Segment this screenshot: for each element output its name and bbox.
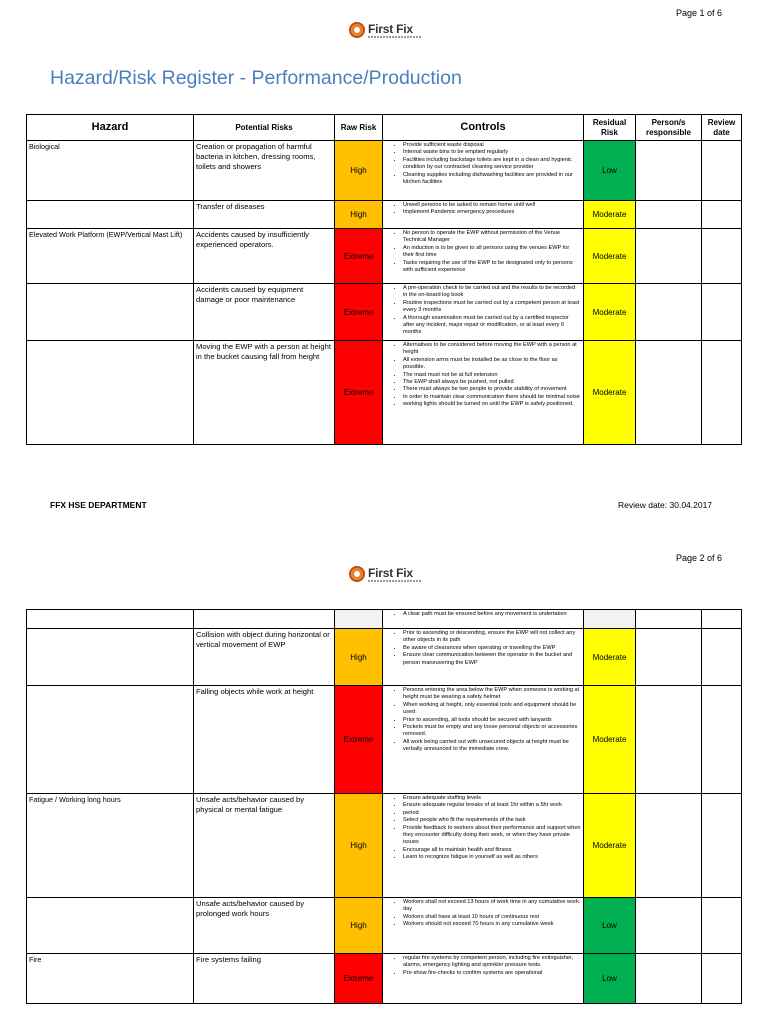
control-item: • Prior to ascending, all tools should be secured with lanyards (403, 717, 581, 724)
controls-cell (383, 284, 584, 341)
control-item: • Unwell persons to be asked to remain home until well (403, 202, 581, 209)
responsible-cell (636, 954, 702, 1004)
hazard-cell (27, 629, 194, 686)
control-item: • Workers shall have at least 10 hours of continuous rest (403, 914, 581, 921)
footer-review-date: Review date: 30.04.2017 (618, 500, 713, 510)
control-item: • Learn to recognize fatigue in yourself as well as others (403, 854, 581, 861)
review-date-cell (702, 629, 742, 686)
logo-tagline (368, 36, 422, 38)
brand-logo (349, 22, 422, 38)
raw-risk-cell: High (335, 629, 383, 686)
review-date-cell (702, 284, 742, 341)
potential-risk-cell: Moving the EWP with a person at height in the bucket causing fall from height (194, 341, 335, 445)
table-row (27, 686, 742, 794)
review-date-cell (702, 341, 742, 445)
responsible-cell (636, 141, 702, 201)
control-item: • Provide sufficient waste disposal (403, 142, 581, 149)
responsible-cell (636, 629, 702, 686)
review-date-cell (702, 229, 742, 284)
controls-cell (383, 686, 584, 794)
header-residual-risk: Residual Risk (584, 115, 636, 141)
potential-risk-cell: Unsafe acts/behavior caused by prolonged work hours (194, 898, 335, 954)
potential-risk-cell: Creation or propagation of harmful bacteria in kitchen, dressing rooms, toilets and showers (194, 141, 335, 201)
hazard-cell: Fatigue / Working long hours (27, 794, 194, 898)
control-item: • Cleaning supplies including dishwashing facilities are provided in our kitchen facilities (403, 172, 581, 187)
review-date-cell (702, 794, 742, 898)
control-item: • period (403, 810, 581, 817)
logo-tagline (368, 580, 422, 582)
control-item: • Facilities including backstage toilets are kept in a clean and hygienic condition by our contracted cleaning service provider (403, 157, 581, 172)
review-date-cell (702, 610, 742, 629)
controls-list (385, 795, 581, 861)
table-row (27, 284, 742, 341)
potential-risk-cell: Fire systems failing (194, 954, 335, 1004)
controls-list (385, 899, 581, 929)
potential-risk-cell: Collision with object during horizontal or vertical movement of EWP (194, 629, 335, 686)
control-item: • Internal waste bins to be emptied regularly (403, 149, 581, 156)
responsible-cell (636, 201, 702, 229)
header-controls: Controls (383, 115, 584, 141)
control-item: • A thorough examination must be carried out by a certified inspector after any incident, major repair or modification, or at least every 6 months (403, 315, 581, 337)
control-item: • Ensure clear communication between the operator in the bucket and person maneuvering the EWP (403, 652, 581, 667)
responsible-cell (636, 229, 702, 284)
control-item: • Tasks requiring the use of the EWP to be designated only to persons with sufficient experience (403, 260, 581, 275)
control-item: • Ensure adequate regular breaks of at least 1hr within a 5hr work (403, 802, 581, 809)
page-title: Hazard/Risk Register - Performance/Production (50, 67, 462, 89)
raw-risk-cell: Extreme (335, 686, 383, 794)
residual-risk-cell: Low (584, 954, 636, 1004)
control-item: • working lights should be turned on until the EWP is safely positioned. (403, 401, 581, 408)
table-row (27, 141, 742, 201)
residual-risk-cell: Moderate (584, 794, 636, 898)
control-item: • All work being carried out with unsecured objects at height must be verbally announced to the immediate crew. (403, 739, 581, 754)
potential-risk-cell (194, 610, 335, 629)
risk-register-table-2 (26, 609, 742, 1004)
controls-cell (383, 898, 584, 954)
controls-list (385, 342, 581, 408)
header-potential-risks: Potential Risks (194, 115, 335, 141)
hazard-cell: Fire (27, 954, 194, 1004)
controls-list (385, 202, 581, 217)
potential-risk-cell: Unsafe acts/behavior caused by physical or mental fatigue (194, 794, 335, 898)
control-item: • Be aware of clearances when operating or travelling the EWP (403, 645, 581, 652)
controls-cell (383, 610, 584, 629)
review-date-cell (702, 141, 742, 201)
residual-risk-cell: Low (584, 898, 636, 954)
controls-cell (383, 954, 584, 1004)
raw-risk-cell: Extreme (335, 284, 383, 341)
control-item: • The EWP shall always be pushed, not pulled (403, 379, 581, 386)
responsible-cell (636, 794, 702, 898)
raw-risk-cell: High (335, 141, 383, 201)
control-item: • There must always be two people to provide stability of movement (403, 386, 581, 393)
table-header-row (27, 115, 742, 141)
control-item: • Routine inspections must be carried out by a competent person at least every 3 months (403, 300, 581, 315)
table-row (27, 201, 742, 229)
controls-cell (383, 629, 584, 686)
control-item: • A pre-operation check to be carried out and the results to be recorded in the on-board log book (403, 285, 581, 300)
hazard-cell: Biological (27, 141, 194, 201)
hazard-cell (27, 341, 194, 445)
responsible-cell (636, 610, 702, 629)
residual-risk-cell: Moderate (584, 341, 636, 445)
control-item: • Implement Pandemic emergency procedures (403, 209, 581, 216)
controls-cell (383, 229, 584, 284)
control-item: • No person to operate the EWP without permission of the Venue Technical Manager (403, 230, 581, 245)
header-review-date: Review date (702, 115, 742, 141)
residual-risk-cell (584, 610, 636, 629)
brand-logo-2 (349, 566, 422, 582)
hazard-cell (27, 610, 194, 629)
table-row (27, 341, 742, 445)
footer-department: FFX HSE DEPARTMENT (50, 500, 147, 510)
table-row (27, 898, 742, 954)
residual-risk-cell: Moderate (584, 229, 636, 284)
raw-risk-cell: High (335, 201, 383, 229)
control-item: • Workers shall not exceed 13 hours of work time in any cumulative work day (403, 899, 581, 914)
residual-risk-cell: Moderate (584, 201, 636, 229)
control-item: • When working at height, only essential tools and equipment should be used (403, 702, 581, 717)
control-item: • Alternatives to be considered before moving the EWP with a person at height (403, 342, 581, 357)
table-row (27, 954, 742, 1004)
logo-text: First Fix (368, 21, 413, 36)
page-number: Page 1 of 6 (676, 8, 723, 18)
hazard-cell (27, 201, 194, 229)
residual-risk-cell: Moderate (584, 284, 636, 341)
control-item: • An induction is to be given to all persons using the venues EWP for their first time (403, 245, 581, 260)
header-hazard: Hazard (27, 115, 194, 141)
table-row (27, 629, 742, 686)
control-item: • Select people who fit the requirements of the task (403, 817, 581, 824)
control-item: • All extension arms must be installed be as close to the floor as possible. (403, 357, 581, 372)
header-responsible: Person/s responsible (636, 115, 702, 141)
control-item: • Pre-show fire-checks to confirm systems are operational (403, 970, 581, 977)
raw-risk-cell: Extreme (335, 341, 383, 445)
raw-risk-cell: Extreme (335, 954, 383, 1004)
raw-risk-cell: High (335, 794, 383, 898)
review-date-cell (702, 954, 742, 1004)
hazard-cell: Elevated Work Platform (EWP/Vertical Mast Lift) (27, 229, 194, 284)
review-date-cell (702, 686, 742, 794)
residual-risk-cell: Low (584, 141, 636, 201)
control-item: • Persons entering the area below the EWP when someone is working at height must be wearing a safety helmet (403, 687, 581, 702)
control-item: • The mast must not be at full extension (403, 372, 581, 379)
controls-cell (383, 341, 584, 445)
potential-risk-cell: Accidents caused by insufficiently experienced operators. (194, 229, 335, 284)
controls-list (385, 687, 581, 753)
controls-cell (383, 141, 584, 201)
review-date-cell (702, 898, 742, 954)
control-item: • Workers should not exceed 70 hours in any cumulative week (403, 921, 581, 928)
controls-list (385, 142, 581, 186)
potential-risk-cell: Accidents caused by equipment damage or poor maintenance (194, 284, 335, 341)
hazard-cell (27, 284, 194, 341)
controls-list (385, 955, 581, 977)
raw-risk-cell: Extreme (335, 229, 383, 284)
logo-icon (349, 22, 365, 38)
control-item: • Ensure adequate staffing levels (403, 795, 581, 802)
potential-risk-cell: Transfer of diseases (194, 201, 335, 229)
hazard-cell (27, 686, 194, 794)
controls-cell (383, 794, 584, 898)
responsible-cell (636, 898, 702, 954)
control-item: • regular fire systems by competent person, including fire extinguisher, alarms, emergency lighting and sprinkler pressure tests. (403, 955, 581, 970)
residual-risk-cell: Moderate (584, 686, 636, 794)
raw-risk-cell: High (335, 898, 383, 954)
residual-risk-cell: Moderate (584, 629, 636, 686)
control-item: • Encourage all to maintain health and fitness (403, 847, 581, 854)
review-date-cell (702, 201, 742, 229)
potential-risk-cell: Falling objects while work at height (194, 686, 335, 794)
logo-text: First Fix (368, 565, 413, 580)
control-item: • Provide feedback to workers about their performance and support when they encounter difficulty doing their work, or when they have private issues (403, 825, 581, 847)
controls-list (385, 630, 581, 667)
responsible-cell (636, 284, 702, 341)
hazard-cell (27, 898, 194, 954)
controls-list (385, 285, 581, 337)
responsible-cell (636, 341, 702, 445)
controls-list (385, 230, 581, 274)
table-row (27, 794, 742, 898)
risk-register-table (26, 114, 742, 445)
table-row (27, 610, 742, 629)
control-item: • In order to maintain clear communication there should be minimal noise (403, 394, 581, 401)
logo-icon (349, 566, 365, 582)
controls-list (385, 611, 581, 618)
header-raw-risk: Raw Risk (335, 115, 383, 141)
table-row (27, 229, 742, 284)
control-item: • Prior to ascending or descending, ensure the EWP will not collect any other objects in its path (403, 630, 581, 645)
raw-risk-cell (335, 610, 383, 629)
page-number-2: Page 2 of 6 (676, 553, 723, 563)
control-item: • Pockets must be empty and any loose personal objects or accessories removed. (403, 724, 581, 739)
controls-cell (383, 201, 584, 229)
responsible-cell (636, 686, 702, 794)
control-item: • A clear path must be ensured before any movement is undertaken (403, 611, 581, 618)
